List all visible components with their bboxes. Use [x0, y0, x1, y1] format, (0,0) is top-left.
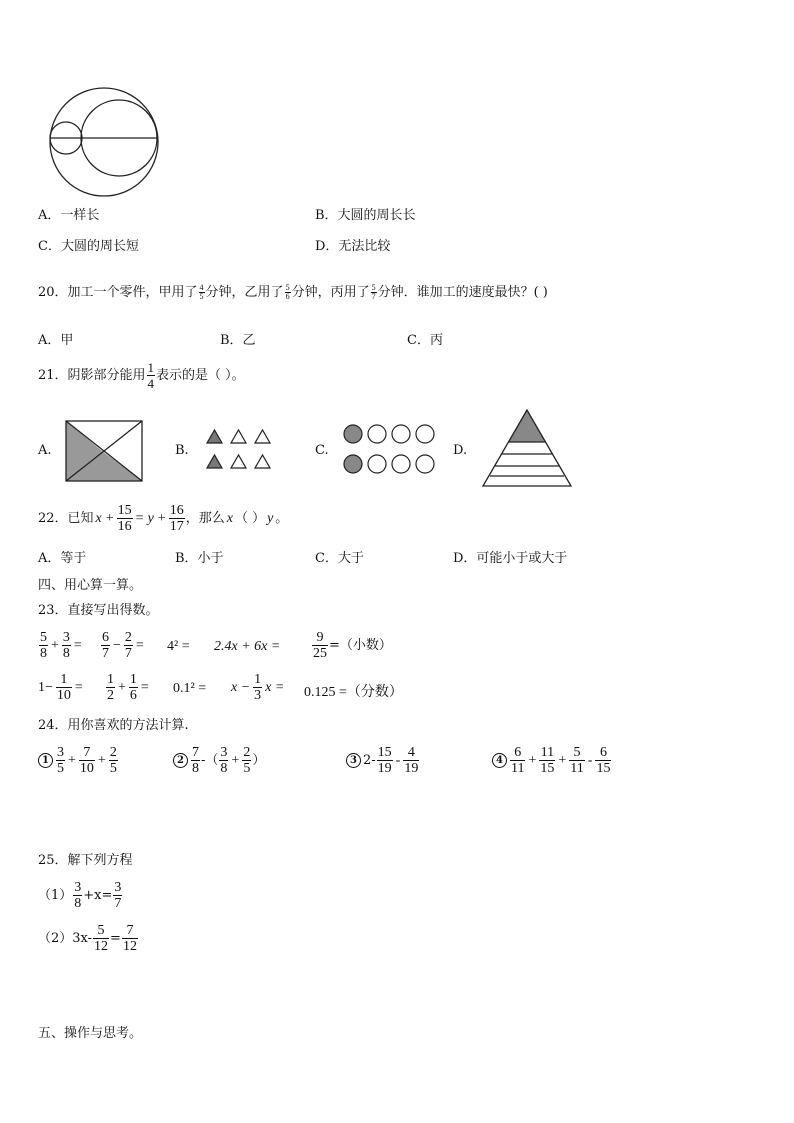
q23-title: 23．直接写出得数。	[38, 603, 159, 618]
circles-figure	[44, 86, 164, 198]
q22-fraction-2: $\frac{16}{17}$	[169, 503, 184, 534]
q19-option-a: A．一样长	[38, 208, 100, 223]
q23-r1-e4: 2.4x + 6x =	[214, 639, 281, 654]
q20-fraction-1: $\frac{4}{5}$	[199, 283, 204, 301]
q21-question: 21．阴影部分能用 $\frac{1}{4}$ 表示的是（ ）。	[38, 360, 245, 391]
q24-title: 24．用你喜欢的方法计算.	[38, 718, 189, 733]
q25-title: 25．解下列方程	[38, 853, 133, 868]
triangles-figure	[203, 427, 275, 471]
q19-option-d: D．无法比较	[315, 239, 391, 254]
q21-fraction: $\frac{1}{4}$	[147, 360, 155, 391]
q23-r1-e3: 4² =	[167, 639, 190, 654]
q22-question: 22．已知 x + $\frac{15}{16}$ = y + $\frac{16}{17}$ ，那么 x （ ） y 。	[38, 503, 289, 534]
q22-option-c: C．大于	[315, 551, 364, 566]
q21-label-a: A.	[38, 443, 52, 458]
q23-r1-e1: $\frac{5}{8}$ + $\frac{3}{8}$ =	[40, 630, 82, 661]
q21-label-d: D.	[453, 443, 468, 458]
q20-fraction-2: $\frac{5}{6}$	[285, 283, 290, 301]
q23-r1-e2: $\frac{6}{7}$ − $\frac{2}{7}$ =	[102, 630, 144, 661]
pyramid-figure	[480, 408, 574, 490]
q20-question: 20．加工一个零件，甲用了 $\frac{4}{5}$ 分钟，乙用了 $\frac{5}{6}$ 分钟，丙用了 $\frac{5}{7}$ 分钟．谁加工的速度最快？( )	[38, 283, 548, 301]
q23-r1-e5: $\frac{9}{25}$ =（小数）	[313, 630, 392, 661]
q22-fraction-1: $\frac{15}{16}$	[117, 503, 132, 534]
q20-option-c: C．丙	[407, 333, 443, 348]
q23-r2-e4: x − $\frac{1}{3}$ x =	[231, 672, 285, 703]
q19-option-c: C．大圆的周长短	[38, 239, 139, 254]
q24-expr-2: 2 $\frac{7}{8}$ -（ $\frac{3}{8}$ + $\frac{2}{5}$ ）	[173, 745, 265, 776]
q24-expr-1: 1 $\frac{3}{5}$ + $\frac{7}{10}$ + $\frac{2}{5}$	[38, 745, 119, 776]
q23-r2-e3: 0.1² =	[173, 681, 207, 696]
q21-label-b: B.	[175, 443, 189, 458]
q25-equation-1: （1） $\frac{3}{8}$ +x= $\frac{3}{7}$	[38, 880, 122, 911]
q20-option-a: A．甲	[38, 333, 74, 348]
q24-expr-4: 4 $\frac{6}{11}$ + $\frac{11}{15}$ + $\frac{5}{11}$ - $\frac{6}{15}$	[492, 745, 612, 776]
q22-option-b: B．小于	[175, 551, 224, 566]
q24-expr-3: 3 2- $\frac{15}{19}$ - $\frac{4}{19}$	[346, 745, 420, 776]
circles-row-figure	[340, 422, 440, 476]
q23-r2-e1: 1− $\frac{1}{10}$ =	[38, 672, 83, 703]
q23-r2-e5: 0.125 =（分数）	[304, 685, 403, 700]
q20-option-b: B．乙	[220, 333, 256, 348]
q22-option-d: D．可能小于或大于	[453, 551, 568, 566]
section-4-heading: 四、用心算一算。	[38, 578, 143, 593]
q19-option-b: B．大圆的周长长	[315, 208, 416, 223]
section-5-heading: 五、操作与思考。	[38, 1026, 143, 1041]
q21-label-c: C.	[315, 443, 329, 458]
q22-option-a: A．等于	[38, 551, 87, 566]
rectangle-figure	[64, 419, 144, 483]
q20-fraction-3: $\frac{5}{7}$	[371, 283, 376, 301]
q25-equation-2: （2）3x- $\frac{5}{12}$ = $\frac{7}{12}$	[38, 923, 137, 954]
q23-r2-e2: $\frac{1}{2}$ + $\frac{1}{6}$ =	[107, 672, 149, 703]
